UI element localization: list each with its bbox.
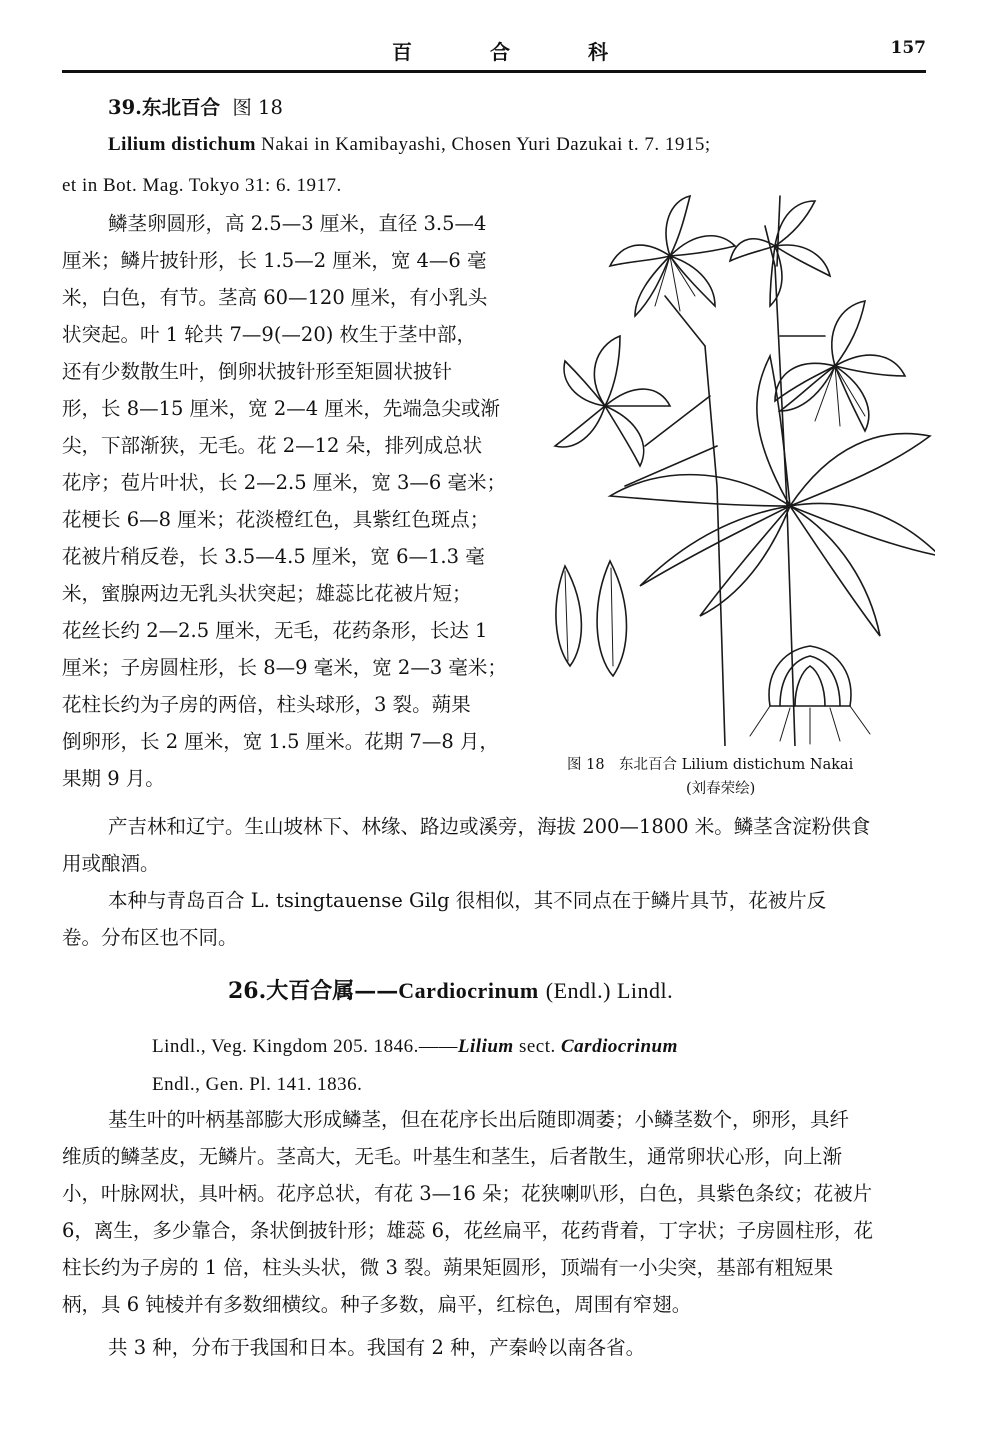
- species-citation-line2: et in Bot. Mag. Tokyo 31: 6. 1917.: [62, 175, 342, 196]
- desc-line: 花梗长 6—8 厘米；花淡橙红色，具紫红色斑点；: [62, 508, 490, 531]
- desc-line: 花丝长约 2—2.5 厘米，无毛，花药条形，长达 1: [62, 619, 488, 642]
- species-number: 39.: [108, 96, 142, 119]
- genus-heading: [228, 978, 673, 1005]
- note-line: 卷。分布区也不同。: [62, 926, 238, 949]
- running-header: [62, 30, 926, 73]
- desc-line: 状突起。叶 1 轮共 7—9(—20) 枚生于茎中部，: [62, 323, 477, 346]
- distribution-line: 产吉林和辽宁。生山坡林下、林缘、路边或溪旁，海拔 200—1800 米。鳞茎含淀粉供食: [108, 815, 871, 838]
- note-line: 本种与青岛百合 L. tsingtauense Gilg 很相似，其不同点在于鳞片具节，花被片反: [108, 889, 827, 912]
- genus-citation-text: Lindl., Veg. Kingdom 205. 1846.——: [152, 1036, 458, 1057]
- desc-line: 还有少数散生叶，倒卵状披针形至矩圆状披针: [62, 360, 453, 383]
- distribution-line: 用或酿酒。: [62, 852, 160, 875]
- desc-line: 花序；苞片叶状，长 2—2.5 厘米，宽 3—6 毫米；: [62, 471, 507, 494]
- desc-line: 米，白色，有节。茎高 60—120 厘米，有小乳头: [62, 286, 488, 309]
- lily-drawing: [535, 186, 935, 746]
- genus-number: 26.: [228, 978, 267, 1004]
- desc-line: 鳞茎卵圆形，高 2.5—3 厘米，直径 3.5—4: [108, 212, 487, 235]
- desc-line: 形，长 8—15 厘米，宽 2—4 厘米，先端急尖或渐: [62, 397, 500, 420]
- genus-desc-line: 基生叶的叶柄基部膨大形成鳞茎，但在花序长出后随即凋萎；小鳞茎数个，卵形，具纤: [108, 1108, 850, 1131]
- species-citation-line1: [108, 134, 711, 157]
- genus-summary: 共 3 种，分布于我国和日本。我国有 2 种，产秦岭以南各省。: [108, 1336, 646, 1359]
- header-char: 合: [490, 40, 510, 64]
- desc-line: 厘米；子房圆柱形，长 8—9 毫米，宽 2—3 毫米；: [62, 656, 507, 679]
- species-heading: [108, 96, 283, 119]
- genus-desc-line: 维质的鳞茎皮，无鳞片。茎高大，无毛。叶基生和茎生，后者散生，通常卵状心形，向上渐: [62, 1145, 843, 1168]
- species-name: 东北百合: [141, 96, 220, 119]
- header-title: [392, 36, 686, 65]
- genus-citation-line2: Endl., Gen. Pl. 141. 1836.: [152, 1074, 363, 1095]
- genus-desc-line: 小，叶脉网状，具叶柄。花序总状，有花 3—16 朵；花狭喇叭形，白色，具紫色条纹；花被片: [62, 1182, 873, 1205]
- genus-citation-line1: [152, 1036, 678, 1059]
- figure-caption: 图 18 东北百合 Lilium distichum Nakai: [567, 757, 854, 773]
- genus-name-latin: Cardiocrinum: [398, 978, 539, 1003]
- genus-desc-line: 6，离生，多少靠合，条状倒披针形；雄蕊 6，花丝扁平，花药背着，丁字状；子房圆柱形，花: [62, 1219, 874, 1242]
- desc-line: 花柱长约为子房的两倍，柱头球形，3 裂。蒴果: [62, 693, 471, 716]
- genus-author: (Endl.) Lindl.: [545, 978, 674, 1003]
- header-char: 百: [392, 40, 412, 64]
- species-latin-name: Lilium distichum: [108, 134, 256, 155]
- desc-line: 果期 9 月。: [62, 767, 165, 790]
- desc-line: 倒卵形，长 2 厘米，宽 1.5 厘米。花期 7—8 月，: [62, 730, 499, 753]
- header-char: 科: [588, 40, 608, 64]
- page-number: 157: [890, 38, 926, 58]
- desc-line: 米，蜜腺两边无乳头状突起；雄蕊比花被片短；: [62, 582, 472, 605]
- species-figure-ref: 图 18: [232, 96, 283, 119]
- genus-name-cn: 大百合属——: [266, 978, 399, 1004]
- desc-line: 花被片稍反卷，长 3.5—4.5 厘米，宽 6—1.3 毫: [62, 545, 485, 568]
- genus-synonym-genus: Lilium: [457, 1036, 514, 1057]
- genus-synonym-rank: sect.: [518, 1036, 556, 1057]
- desc-line: 厘米；鳞片披针形，长 1.5—2 厘米，宽 4—6 毫: [62, 249, 487, 272]
- genus-synonym-section: Cardiocrinum: [561, 1036, 678, 1057]
- figure-credit: (刘春荣绘): [686, 781, 756, 797]
- species-citation-text: Nakai in Kamibayashi, Chosen Yuri Dazukai t. 7. 1915;: [261, 134, 711, 155]
- desc-line: 尖，下部渐狭，无毛。花 2—12 朵，排列成总状: [62, 434, 483, 457]
- genus-desc-line: 柱长约为子房的 1 倍，柱头头状，微 3 裂。蒴果矩圆形，顶端有一小尖突，基部有粗短果: [62, 1256, 834, 1279]
- genus-desc-line: 柄，具 6 钝棱并有多数细横纹。种子多数，扁平，红棕色，周围有窄翅。: [62, 1293, 692, 1316]
- lily-illustration: [535, 186, 935, 746]
